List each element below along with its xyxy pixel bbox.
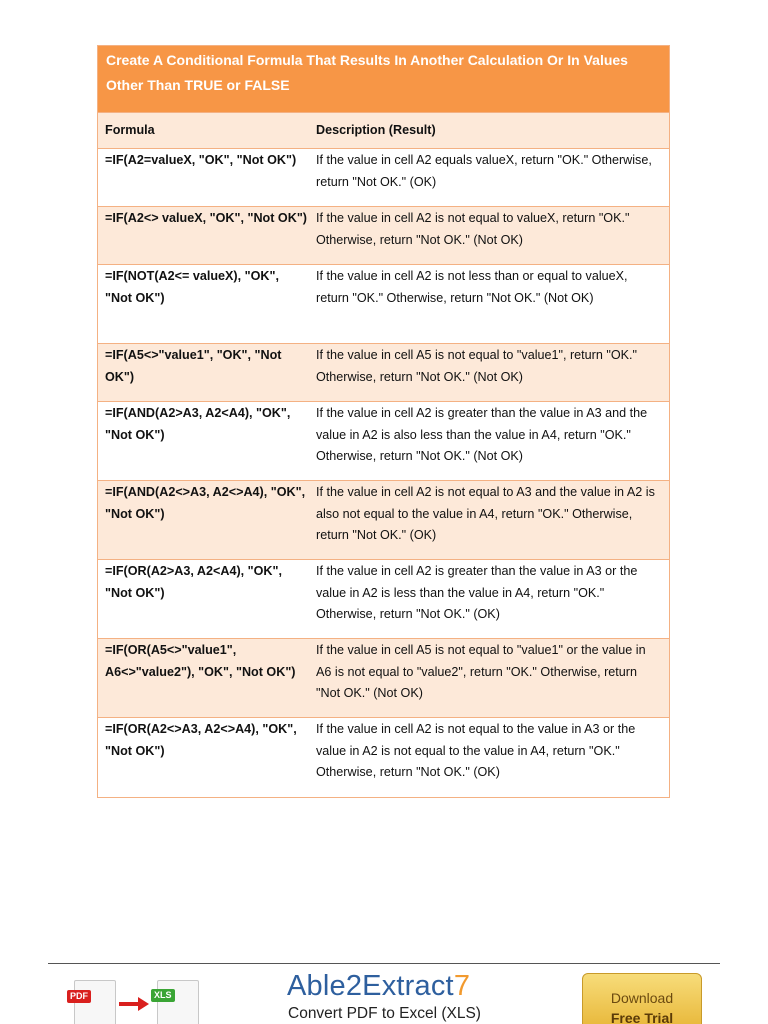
table-row xyxy=(98,264,669,343)
table-row xyxy=(98,638,669,717)
pdf-tag: PDF xyxy=(67,990,91,1003)
formula-cell: =IF(AND(A2>A3, A2<A4), "OK", "Not OK") xyxy=(105,406,291,442)
description-cell: If the value in cell A2 is greater than the value in A3 and the value in A2 is also less than the value in A4, return "OK." Otherwise, return "Not OK." (Not OK) xyxy=(316,406,648,464)
formula-cell: =IF(AND(A2<>A3, A2<>A4), "OK", "Not OK") xyxy=(105,485,306,521)
table-row xyxy=(98,148,669,206)
table-row xyxy=(98,343,669,401)
column-header-description: Description (Result) xyxy=(316,122,436,137)
formula-cell: =IF(NOT(A2<= valueX), "OK", "Not OK") xyxy=(105,269,279,305)
table-row xyxy=(98,206,669,264)
description-cell: If the value in cell A5 is not equal to "value1", return "OK." Otherwise, return "Not OK." (Not OK) xyxy=(316,348,638,384)
table-row xyxy=(98,717,669,797)
formula-cell: =IF(A2=valueX, "OK", "Not OK") xyxy=(105,153,297,167)
formula-cell: =IF(OR(A2>A3, A2<A4), "OK", "Not OK") xyxy=(105,564,282,600)
brand-name: Able2Extract xyxy=(287,970,454,1002)
arrow-right-icon xyxy=(119,997,149,1011)
column-header-formula: Formula xyxy=(105,122,155,137)
table-title: Create A Conditional Formula That Results In Another Calculation Or In Values Other Than TRUE or FALSE xyxy=(98,46,669,112)
description-cell: If the value in cell A2 is not equal to A3 and the value in A2 is also not equal to the value in A4, return "OK." Otherwise, return "Not OK." (OK) xyxy=(316,485,655,543)
table-row xyxy=(98,401,669,480)
footer-divider xyxy=(48,963,720,964)
brand-version: 7 xyxy=(453,970,471,1002)
description-cell: If the value in cell A2 is not less than or equal to valueX, return "OK." Otherwise, return "Not OK." (Not OK) xyxy=(316,269,628,305)
button-line-free-trial: Free Trial xyxy=(610,1010,674,1024)
formula-cell: =IF(OR(A2<>A3, A2<>A4), "OK", "Not OK") xyxy=(105,722,297,758)
description-cell: If the value in cell A2 equals valueX, return "OK." Otherwise, return "Not OK." (OK) xyxy=(316,153,652,189)
conditional-formula-table xyxy=(97,45,670,798)
table-row xyxy=(98,559,669,638)
description-cell: If the value in cell A2 is not equal to valueX, return "OK." Otherwise, return "Not OK." (Not OK) xyxy=(316,211,630,247)
table-row xyxy=(98,480,669,559)
table-header-row xyxy=(98,112,669,148)
description-cell: If the value in cell A2 is not equal to the value in A3 or the value in A2 is not equal to the value in A4, return "OK." Otherwise, return "Not OK." (OK) xyxy=(316,722,636,780)
formula-cell: =IF(A5<>"value1", "OK", "Not OK") xyxy=(105,348,282,384)
formula-cell: =IF(A2<> valueX, "OK", "Not OK") xyxy=(105,211,307,225)
download-free-trial-button[interactable] xyxy=(582,973,702,1024)
description-cell: If the value in cell A2 is greater than the value in A3 or the value in A2 is less than the value in A4, return "OK." Otherwise, return "Not OK." (OK) xyxy=(316,564,638,622)
button-line-download: Download xyxy=(610,990,674,1006)
xls-document-icon xyxy=(157,980,199,1024)
brand-tagline: Convert PDF to Excel (XLS) xyxy=(288,1005,481,1022)
brand-logo[interactable] xyxy=(287,968,470,1004)
description-cell: If the value in cell A5 is not equal to "value1" or the value in A6 is not equal to "value2", return "OK." Otherwise, return "Not OK." (Not OK) xyxy=(316,643,646,701)
formula-cell: =IF(OR(A5<>"value1", A6<>"value2"), "OK", "Not OK") xyxy=(105,643,296,679)
xls-tag: XLS xyxy=(151,989,175,1002)
